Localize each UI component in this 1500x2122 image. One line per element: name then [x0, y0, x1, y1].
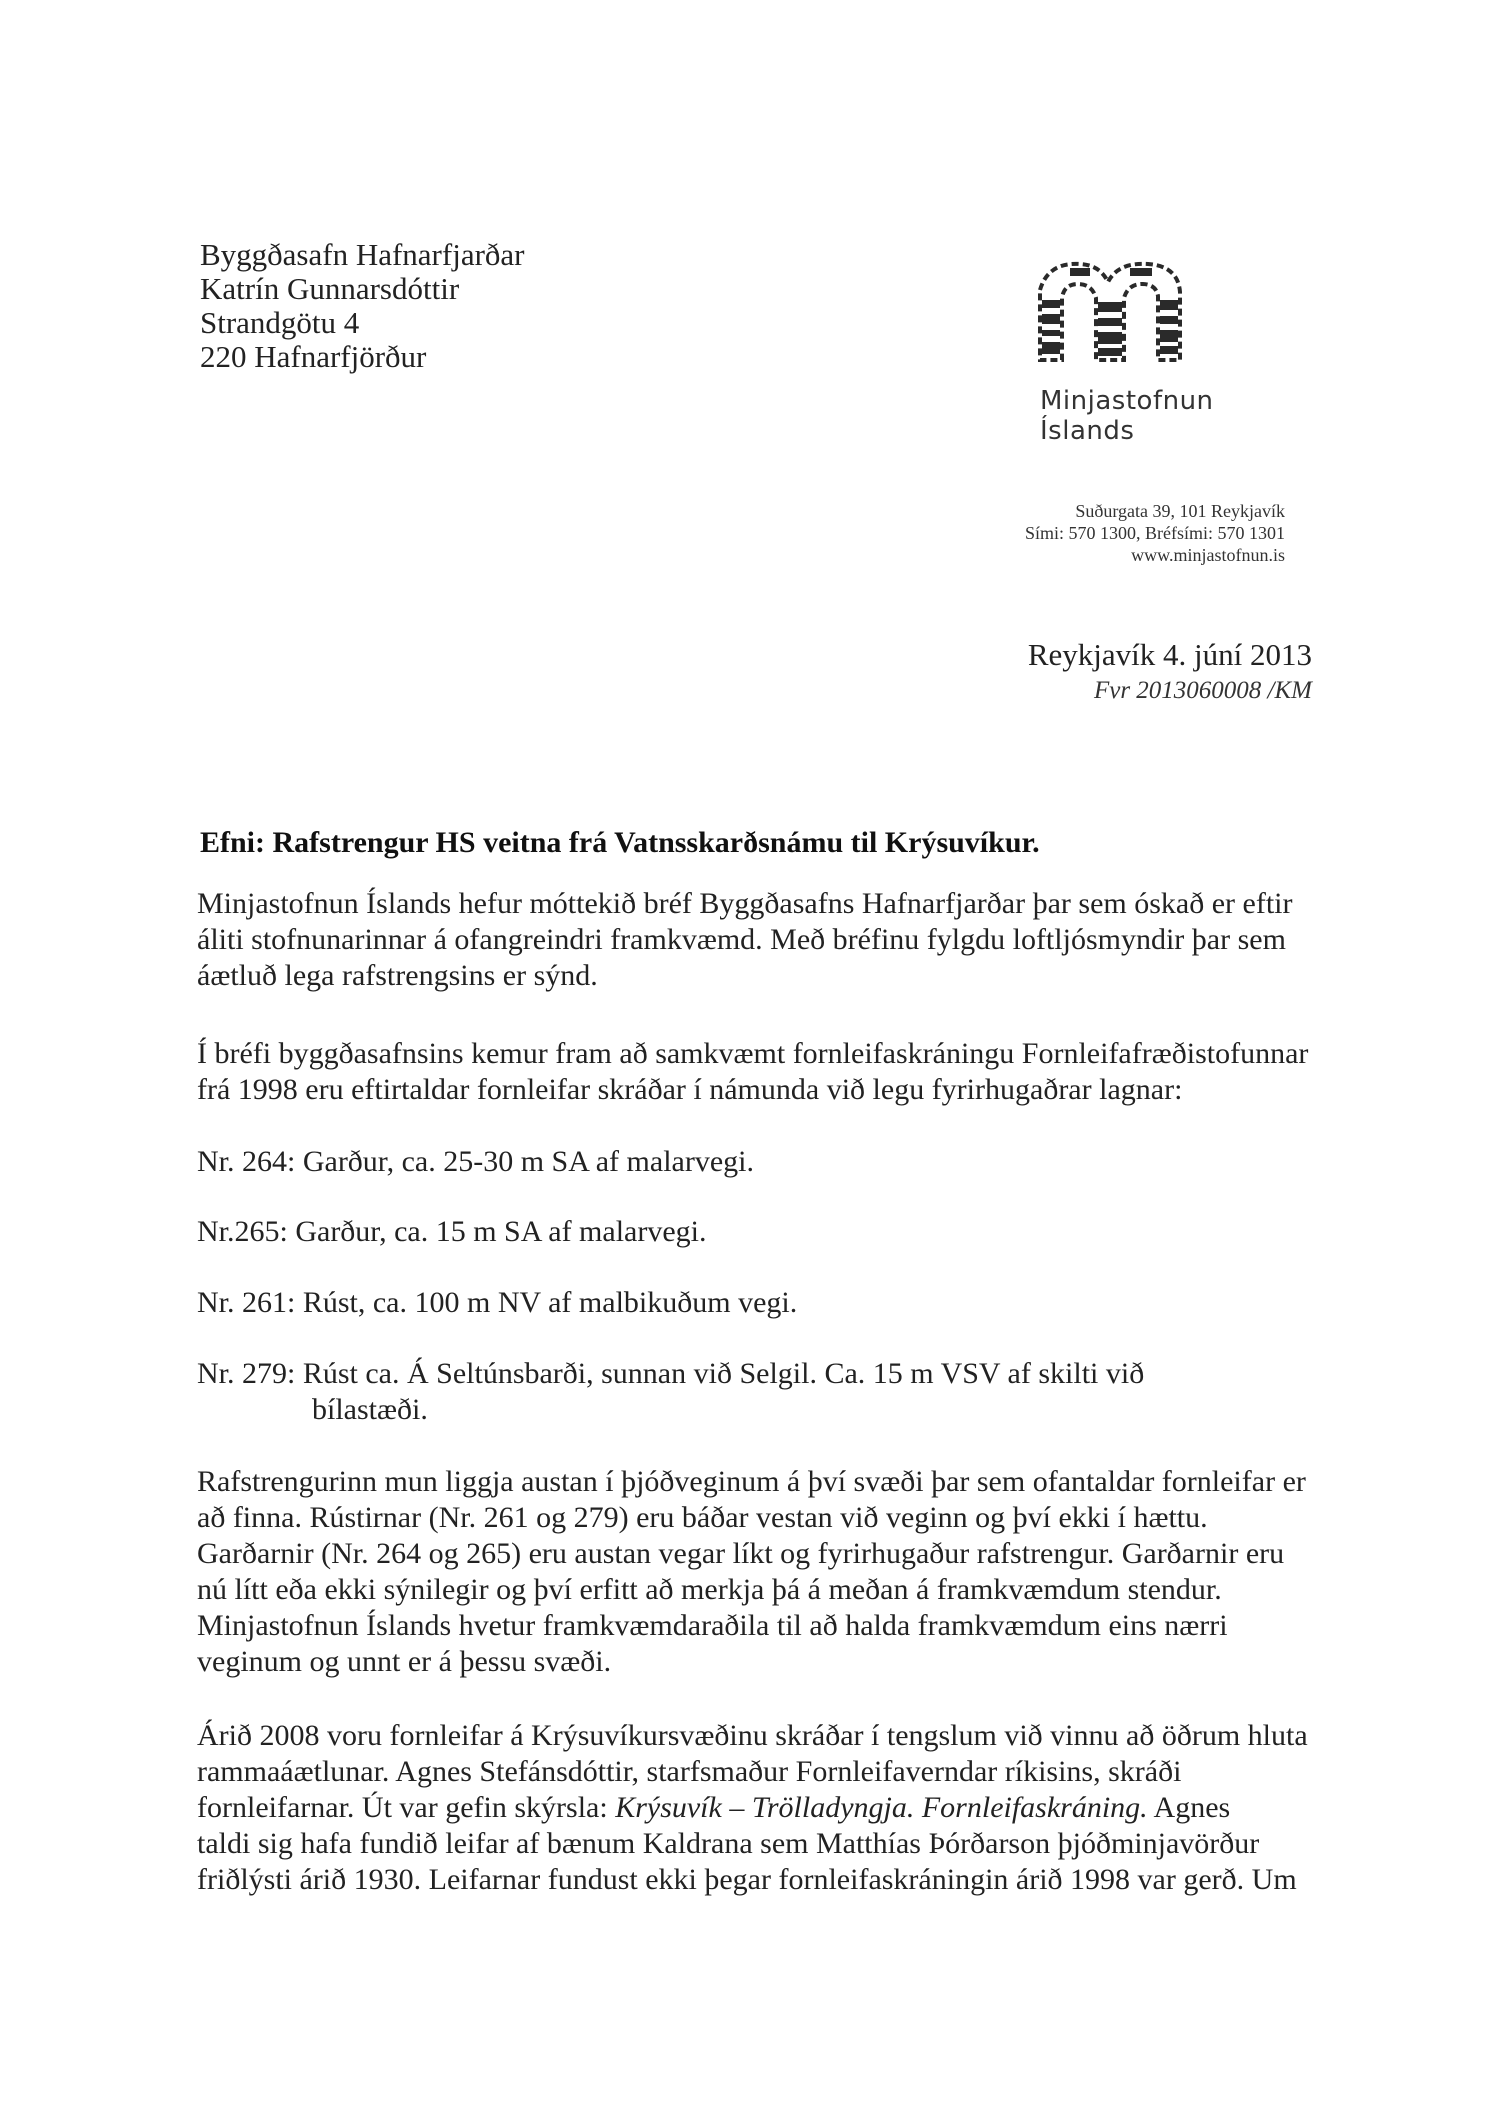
- recipient-line: 220 Hafnarfjörður: [200, 339, 427, 374]
- text-line: bílastæði.: [312, 1393, 428, 1426]
- text-line: Í bréfi byggðasafnsins kemur fram að samkvæmt fornleifaskráningu Fornleifafræðistofunnar: [197, 1037, 1309, 1070]
- text-line: áliti stofnunarinnar á ofangreindri framkvæmd. Með bréfinu fylgdu loftljósmyndir þar sem: [197, 923, 1286, 956]
- sender-website: www.minjastofnun.is: [1131, 545, 1285, 565]
- sender-phone: Sími: 570 1300, Bréfsími: 570 1301: [1024, 523, 1285, 543]
- text-line: nú lítt eða ekki sýnilegir og því erfitt að merkja þá á meðan á framkvæmdum stendur.: [197, 1573, 1222, 1606]
- text-line: Nr. 279: Rúst ca. Á Seltúnsbarði, sunnan við Selgil. Ca. 15 m VSV af skilti við: [197, 1357, 1145, 1390]
- text-line: Rafstrengurinn mun liggja austan í þjóðveginum á því svæði þar sem ofantaldar fornleifar er: [197, 1465, 1306, 1498]
- text-line: [197, 1790, 1347, 1826]
- text-line: að finna. Rústirnar (Nr. 261 og 279) eru báðar vestan við veginn og því ekki í hættu.: [197, 1501, 1208, 1534]
- text-line: frá 1998 eru eftirtaldar fornleifar skráðar í námunda við legu fyrirhugaðrar lagnar:: [197, 1073, 1183, 1106]
- sender-address: Suðurgata 39, 101 Reykjavík: [1075, 501, 1285, 521]
- minjastofnun-logo-icon: [1030, 250, 1190, 370]
- text-line: rammaáætlunar. Agnes Stefánsdóttir, starfsmaður Fornleifaverndar ríkisins, skráði: [197, 1755, 1182, 1788]
- site-item-279: [197, 1356, 1144, 1428]
- org-name-line: Minjastofnun: [1040, 386, 1214, 416]
- paragraph-2: [197, 1036, 1347, 1108]
- text-line: Minjastofnun Íslands hefur móttekið bréf Byggðasafns Hafnarfjarðar þar sem óskað er eftir: [197, 887, 1293, 920]
- recipient-line: Strandgötu 4: [200, 305, 360, 340]
- org-name-line: Íslands: [1040, 416, 1135, 446]
- sender-contact: [1000, 500, 1285, 566]
- paragraph-3: [197, 1464, 1347, 1680]
- recipient-line: Byggðasafn Hafnarfjarðar: [200, 237, 525, 272]
- text-line: Minjastofnun Íslands hvetur framkvæmdaraðila til að halda framkvæmdum eins nærri: [197, 1609, 1228, 1642]
- text-line: taldi sig hafa fundið leifar af bænum Kaldrana sem Matthías Þórðarson þjóðminjavörður: [197, 1827, 1260, 1860]
- site-item-265: Nr.265: Garður, ca. 15 m SA af malarvegi.: [197, 1215, 707, 1248]
- text-line: Árið 2008 voru fornleifar á Krýsuvíkursvæðinu skráðar í tengslum við vinnu að öðrum hluta: [197, 1719, 1308, 1752]
- recipient-line: Katrín Gunnarsdóttir: [200, 271, 460, 306]
- report-title: Krýsuvík – Trölladyngja. Fornleifaskráning.: [615, 1791, 1148, 1824]
- subject-line: Efni: Rafstrengur HS veitna frá Vatnsskarðsnámu til Krýsuvíkur.: [200, 826, 1040, 859]
- site-item-264: Nr. 264: Garður, ca. 25-30 m SA af malarvegi.: [197, 1145, 754, 1178]
- text-line: áætluð lega rafstrengsins er sýnd.: [197, 959, 598, 992]
- recipient-address: [200, 238, 525, 374]
- reference-number: Fvr 2013060008 /KM: [1093, 677, 1312, 704]
- letter-date: Reykjavík 4. júní 2013: [1027, 637, 1312, 672]
- text-line: friðlýsti árið 1930. Leifarnar fundust ekki þegar fornleifaskráningin árið 1998 var gerð. Um: [197, 1863, 1297, 1896]
- site-item-261: Nr. 261: Rúst, ca. 100 m NV af malbikuðum vegi.: [197, 1286, 798, 1319]
- text-line: veginum og unnt er á þessu svæði.: [197, 1645, 612, 1678]
- text-span: fornleifarnar. Út var gefin skýrsla:: [197, 1791, 616, 1824]
- paragraph-1: [197, 886, 1347, 994]
- text-line: Garðarnir (Nr. 264 og 265) eru austan vegar líkt og fyrirhugaður rafstrengur. Garðarnir eru: [197, 1537, 1285, 1570]
- sender-organization: [1040, 386, 1214, 446]
- text-span: Agnes: [1147, 1791, 1231, 1824]
- paragraph-4: [197, 1718, 1347, 1898]
